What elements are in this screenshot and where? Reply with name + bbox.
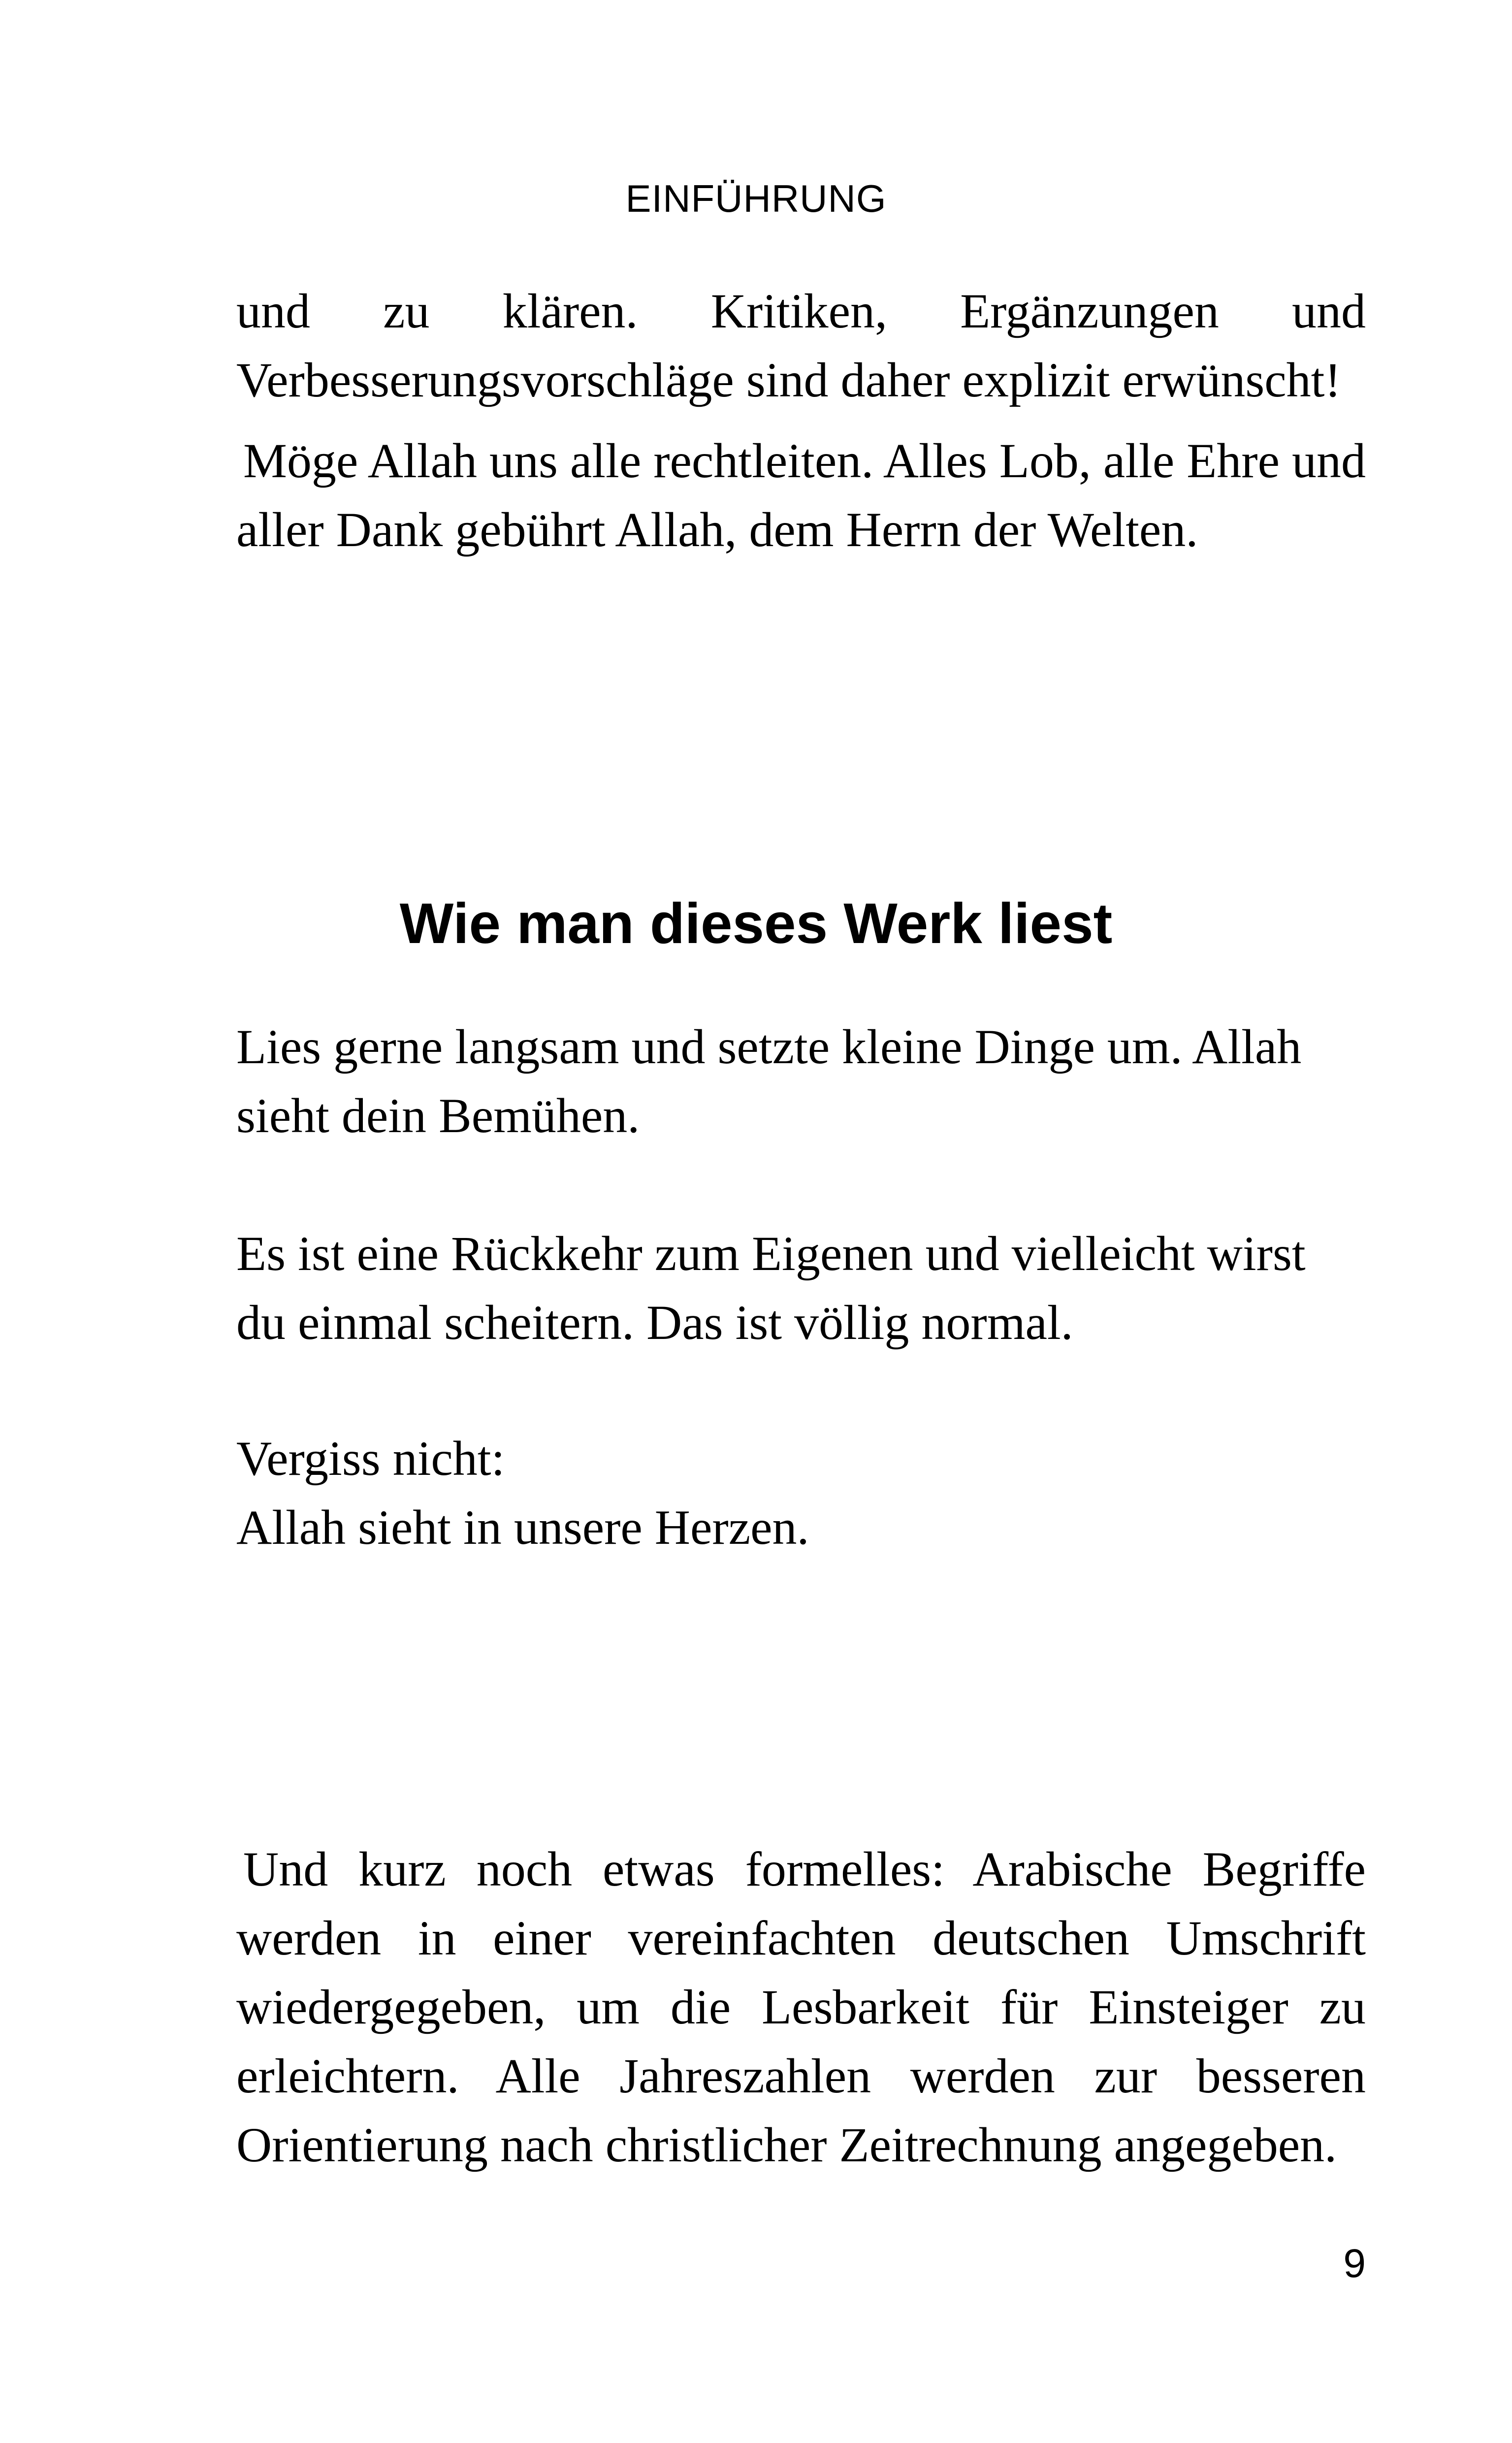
reading-note-line: Es ist eine Rückkehr zum Eigenen und vielleicht wirst — [236, 1226, 1306, 1281]
reading-note-line: du einmal scheitern. Das ist völlig normal. — [236, 1295, 1073, 1350]
reading-note-3 — [236, 1424, 1366, 1562]
paragraph-continued: und zu klären. Kritiken, Ergänzungen und Verbesserungsvorschläge sind daher explizit erwünscht! — [236, 284, 1366, 407]
reading-note-line: sieht dein Bemühen. — [236, 1088, 640, 1143]
reading-note-line: Vergiss nicht: — [236, 1431, 505, 1486]
running-head: EINFÜHRUNG — [625, 177, 887, 220]
section-heading: Wie man dieses Werk liest — [399, 891, 1113, 955]
page-number: 9 — [1343, 2241, 1366, 2286]
paragraph-formal-note: Und kurz noch etwas formelles: Arabische Begriffe werden in einer vereinfachten deutschen Umschrift wiedergegeben, um die Lesbarkeit für Einsteiger zu erleichtern. Alle Jahreszahlen werden zur besseren Orientierung nach christlicher Zeitrechnung angegeben. — [236, 1842, 1366, 2172]
reading-note-2 — [236, 1219, 1366, 1357]
reading-note-1 — [236, 1012, 1366, 1150]
paragraph-prayer: Möge Allah uns alle rechtleiten. Alles Lob, alle Ehre und aller Dank gebührt Allah, dem Herrn der Welten. — [236, 433, 1366, 557]
reading-note-line: Allah sieht in unsere Herzen. — [236, 1500, 809, 1555]
reading-note-line: Lies gerne langsam und setzte kleine Dinge um. Allah — [236, 1019, 1302, 1074]
